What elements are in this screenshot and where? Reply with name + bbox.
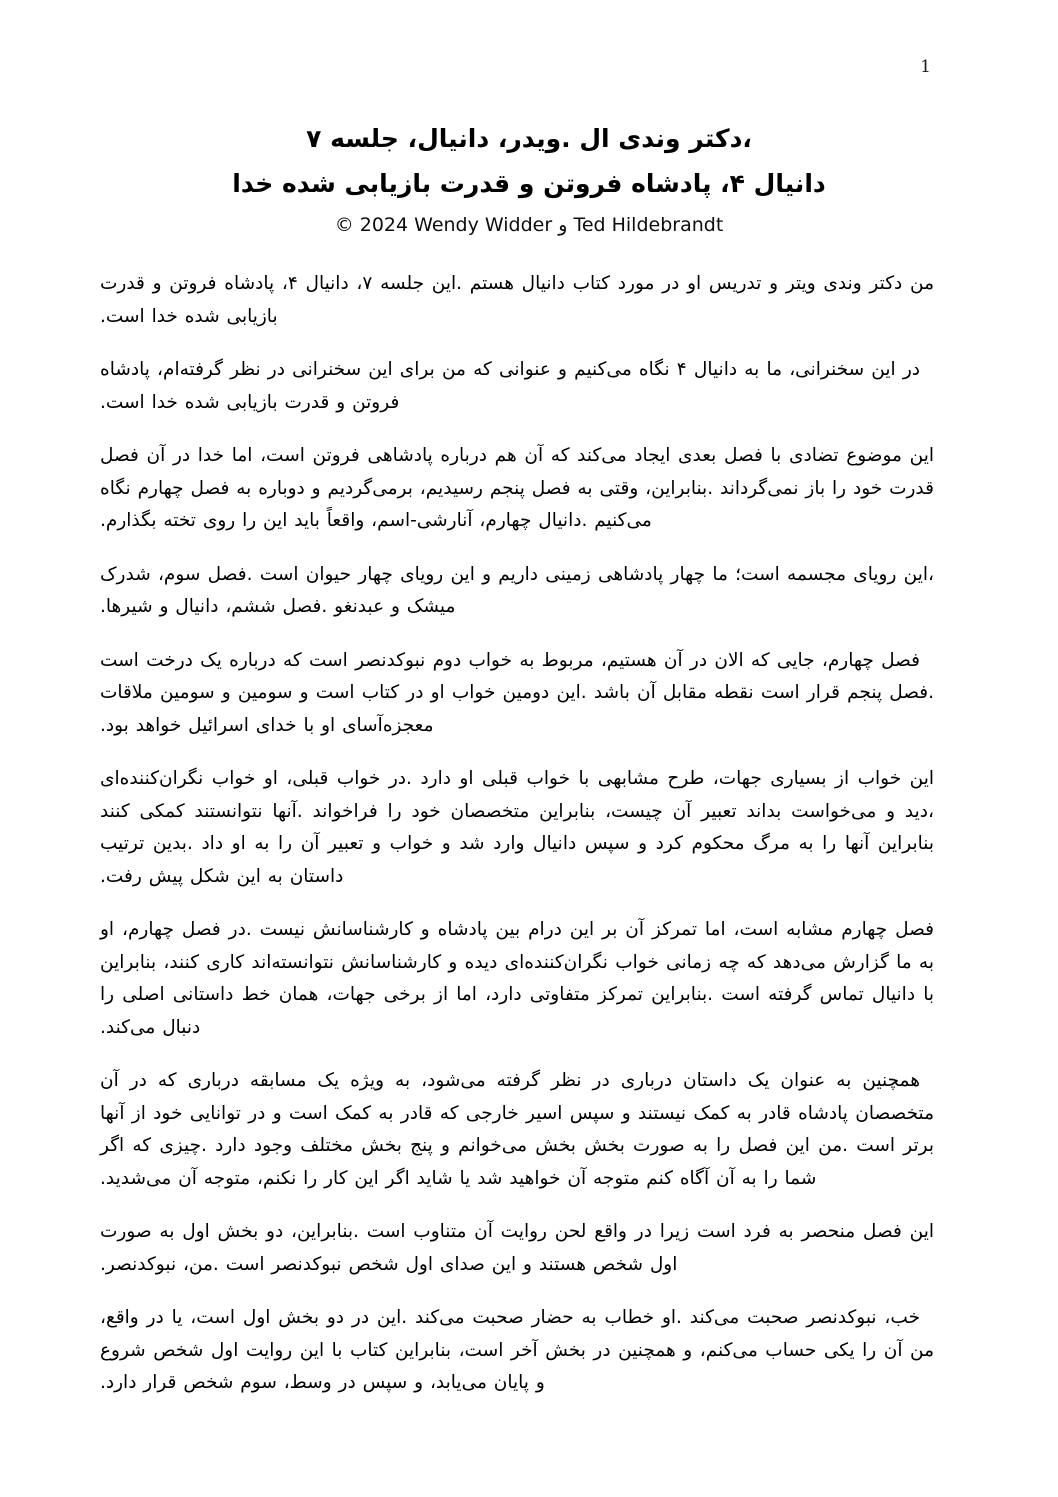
page-number: 1 bbox=[920, 57, 931, 77]
paragraph-7: فصل چهارم مشابه است، اما تمرکز آن بر این درام بین پادشاه و کارشناسانش نیست .در فصل چهارم، او به ما گزارش می‌دهد که چه زمانی خواب نگران‌کننده‌ای دیده و کارشناسانش نتوانسته‌اند کاری کنند، بنابراین با دانیال تماس گرفته است .بنابراین تمرکز متفاوتی دارد، اما از برخی جهات، همان خط داستانی اصلی را دنبال می‌کند. bbox=[100, 919, 934, 1038]
paragraph-9: این فصل منحصر به فرد است زیرا در واقع لحن روایت آن متناوب است .بنابراین، دو بخش اول به صورت اول شخص هستند و این صدای اول شخص نبوکدنصر است .من، نبوکدنصر. bbox=[100, 1221, 934, 1275]
paragraph-5: فصل چهارم، جایی که الان در آن هستیم، مربوط به خواب دوم نبوکدنصر است که درباره یک درخت است .فصل پنجم قرار است نقطه مقابل آن باشد .این دومین خواب او در کتاب است و سومین و سومین ملاقات معجزه‌آسای او با خدای اسرائیل خواهد بود. bbox=[100, 649, 934, 736]
paragraph-6: این خواب از بسیاری جهات، طرح مشابهی با خواب قبلی او دارد .در خواب قبلی، او خواب نگران‌کننده‌ای ،دید و می‌خواست بداند تعبیر آن چیست، بنابراین متخصصان خود را فراخواند .آنها نتوانستند کمکی کنند بنابراین آنها را به مرگ محکوم کرد و سپس دانیال وارد شد و خواب و تعبیر آن را به او داد .بدین ترتیب داستان به این شکل پیش رفت. bbox=[100, 768, 934, 887]
paragraph-8: همچنین به عنوان یک داستان درباری در نظر گرفته می‌شود، به ویژه یک مسابقه درباری که در آن متخصصان پادشاه قادر به کمک نیستند و سپس اسیر خارجی که قادر به کمک است و در توانایی خود از آنها برتر است .من این فصل را به صورت بخش بخش می‌خوانم و پنج بخش مختلف وجود دارد .چیزی که اگر شما را به آن آگاه کنم متوجه آن خواهید شد یا شاید اگر این کار را نکنم، متوجه آن می‌شدید. bbox=[100, 1070, 934, 1189]
title-line-1: ،دکتر وندی ال .ویدر، دانیال، جلسه ۷ bbox=[306, 124, 752, 153]
title-line-2: دانیال ۴، پادشاه فروتن و قدرت بازیابی شده خدا bbox=[232, 169, 826, 198]
paragraph-4: ،این رویای مجسمه است؛ ما چهار پادشاهی زمینی داریم و این رویای چهار حیوان است .فصل سوم، شدرک میشک و عبدنغو .فصل ششم، دانیال و شیرها. bbox=[100, 563, 934, 617]
paragraph-3: این موضوع تضادی با فصل بعدی ایجاد می‌کند که آن هم درباره پادشاهی فروتن است، اما خدا در آن فصل قدرت خود را باز نمی‌گرداند .بنابراین، وقتی به فصل پنجم رسیدیم، برمی‌گردیم و دوباره به فصل چهارم نگاه می‌کنیم .دانیال چهارم، آنارشی-اسم، واقعاً باید این را روی تخته بگذارم. bbox=[100, 445, 934, 531]
paragraph-10: خب، نبوکدنصر صحبت می‌کند .او خطاب به حضار صحبت می‌کند .این در دو بخش اول است، یا در واقع، من آن را یکی حساب می‌کنم، و همچنین در بخش آخر است، بنابراین کتاب با این روایت اول شخص شروع و پایان می‌یابد، و سپس در وسط، سوم شخص قرار دارد. bbox=[100, 1307, 934, 1393]
document-body bbox=[0, 268, 1058, 1400]
document-header bbox=[100, 116, 958, 240]
copyright-line: © 2024 Wendy Widder و Ted Hildebrandt bbox=[334, 214, 724, 236]
paragraph-1: من دکتر وندی ویتر و تدریس او در مورد کتاب دانیال هستم .این جلسه ۷، دانیال ۴، پادشاه فروتن و قدرت بازیابی شده خدا است. bbox=[100, 273, 935, 327]
paragraph-2: در این سخنرانی، ما به دانیال ۴ نگاه می‌کنیم و عنوانی که من برای این سخنرانی در نظر گرفته‌ام، پادشاه فروتن و قدرت بازیابی شده خدا است. bbox=[100, 359, 920, 413]
